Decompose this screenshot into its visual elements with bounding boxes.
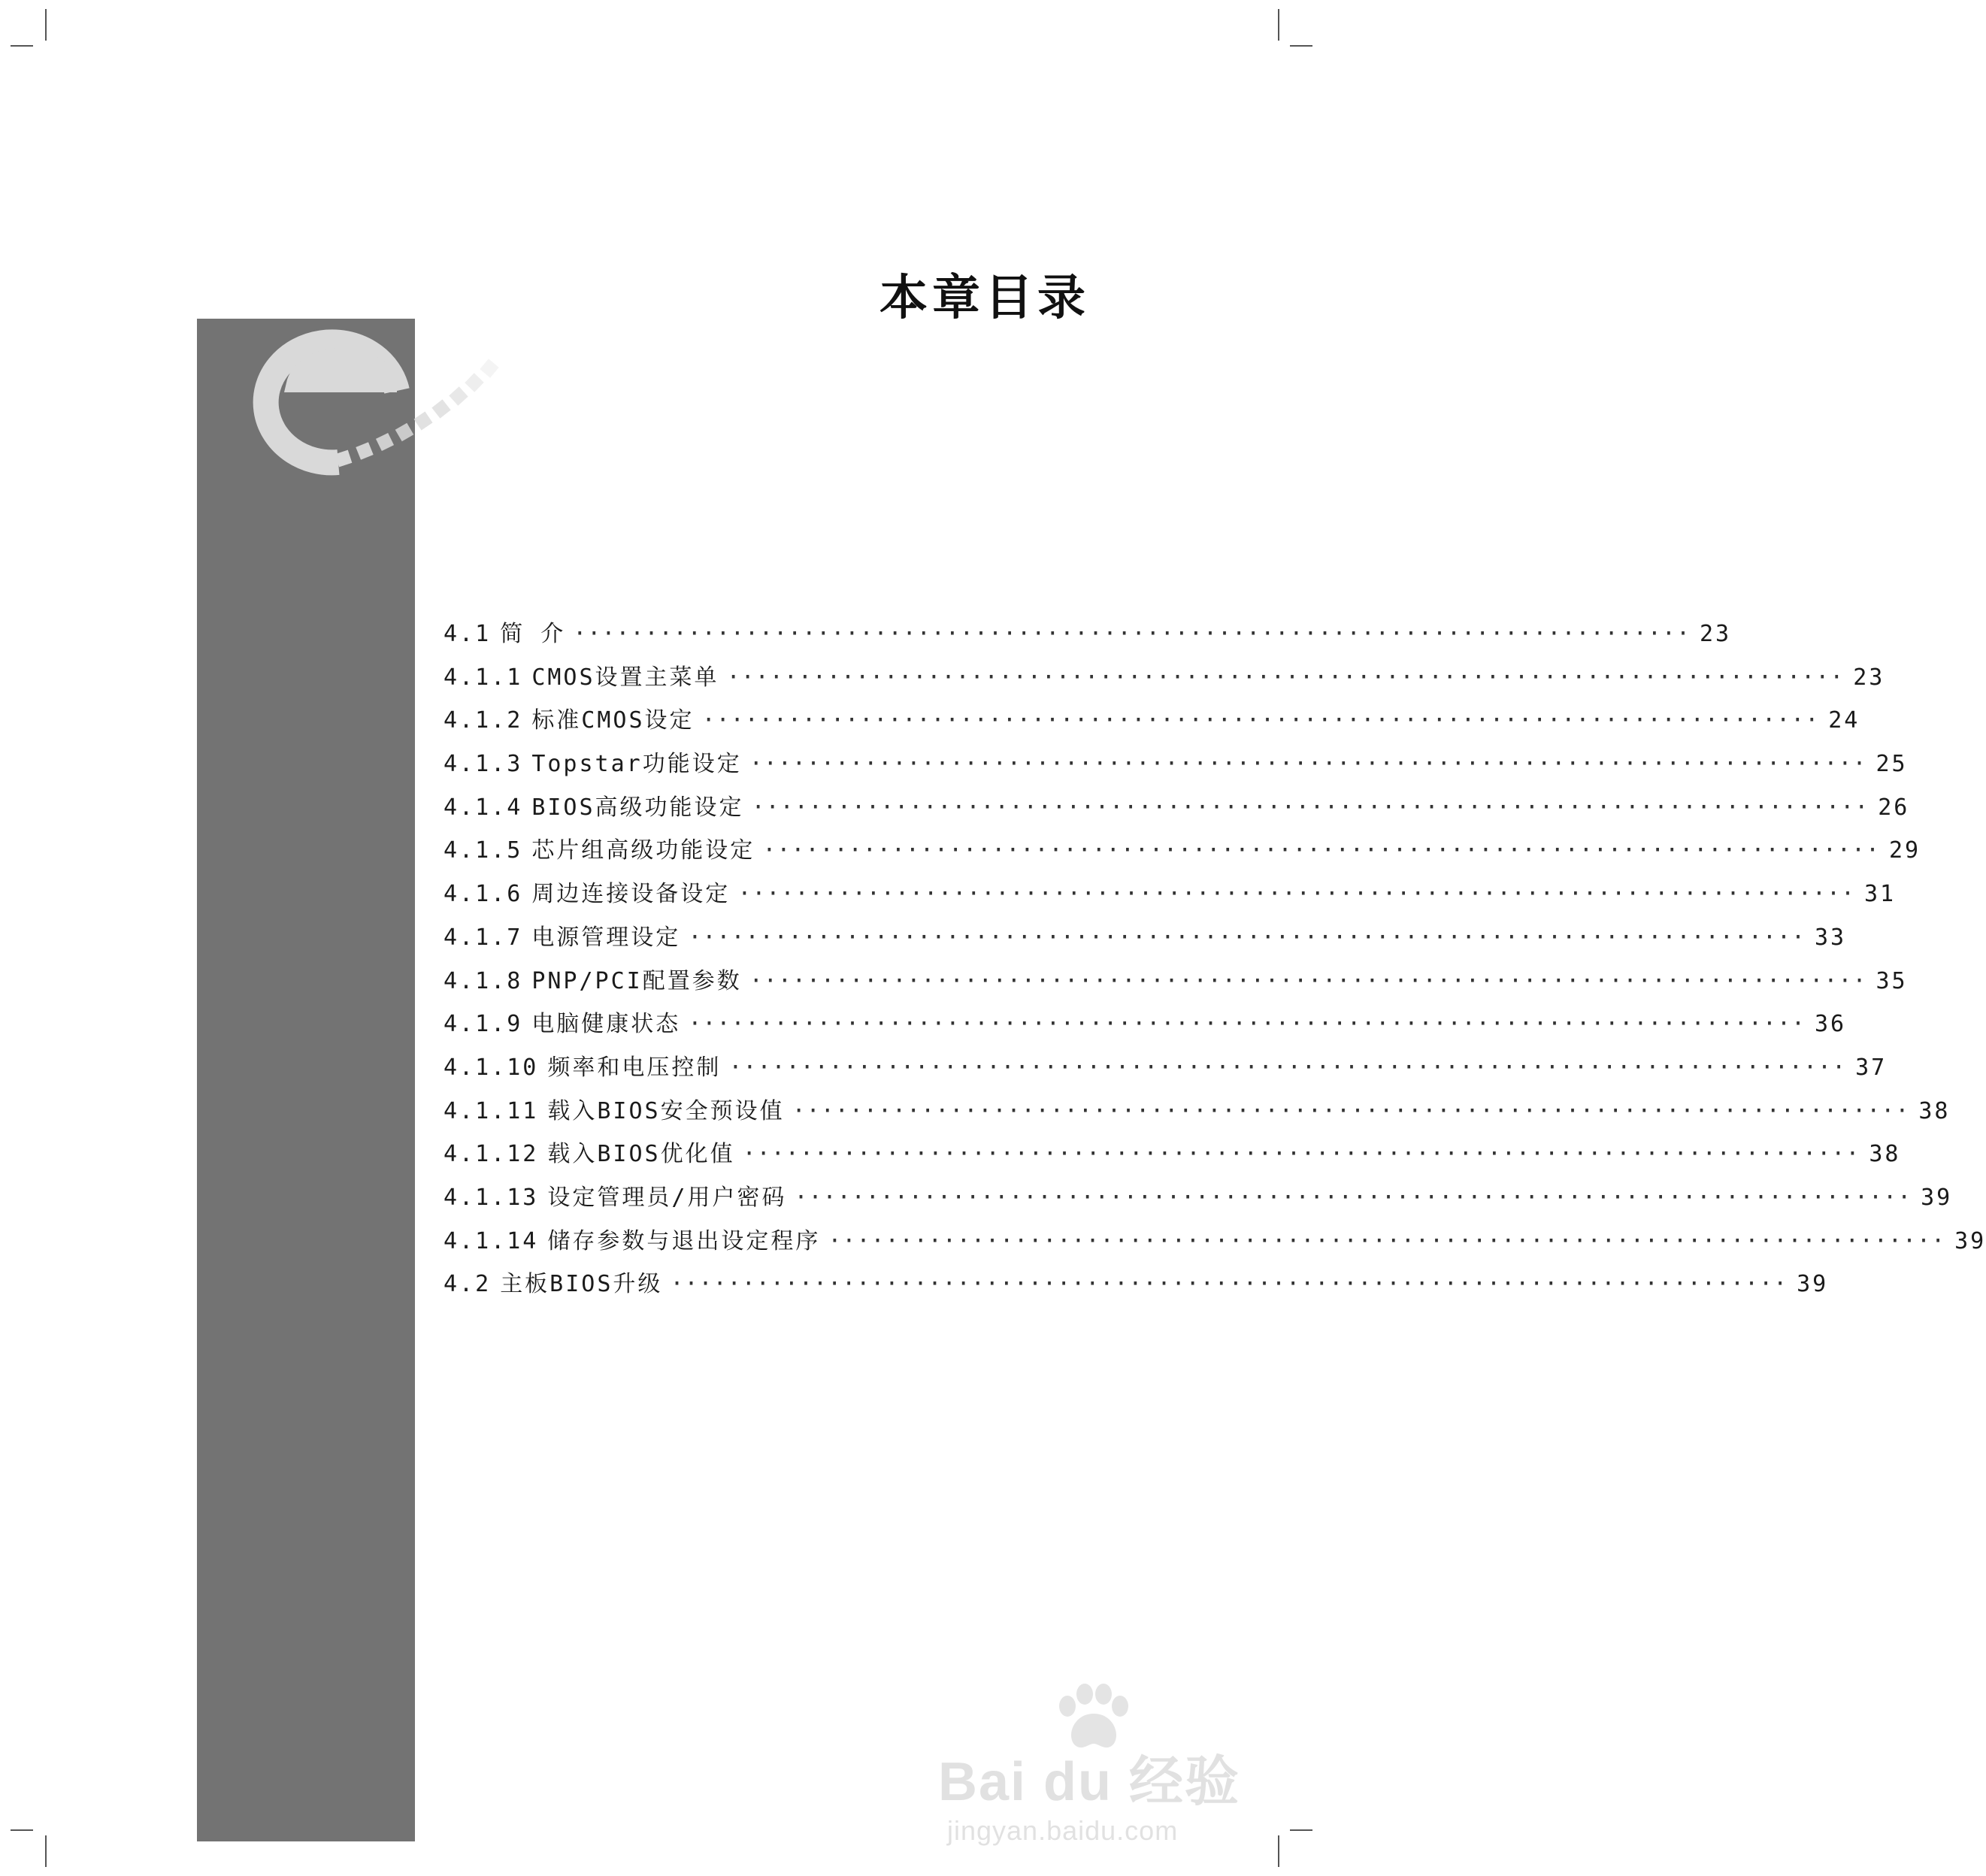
- toc-entry: [444, 1048, 1888, 1092]
- toc-entry: [444, 615, 1732, 658]
- toc-entry-label: CMOS设置主菜单: [531, 664, 719, 691]
- toc-entry-number: 4.1: [444, 621, 492, 647]
- toc-entry-label: 简 介: [500, 621, 566, 647]
- toc-dot-leader: ··············································································: [726, 664, 1845, 691]
- crop-mark-top-left: [45, 9, 47, 41]
- toc-entry: [444, 745, 1908, 788]
- toc-entry-page: 38: [1869, 1141, 1901, 1168]
- toc-entry-label: 标准CMOS设定: [531, 707, 695, 734]
- toc-entry: [444, 875, 1897, 918]
- toc-entry: [444, 831, 1921, 875]
- toc-dot-leader: ··············································································: [701, 707, 1820, 734]
- toc-dot-leader: ··············································································: [828, 1227, 1946, 1254]
- toc-entry-label: 周边连接设备设定: [531, 881, 731, 908]
- toc-entry-label: 芯片组高级功能设定: [531, 837, 755, 864]
- toc-entry-number: 4.1.9: [444, 1011, 523, 1038]
- toc-entry-page: 36: [1815, 1011, 1847, 1038]
- toc-entry-page: 39: [1921, 1184, 1953, 1211]
- toc-entry: [444, 962, 1908, 1006]
- toc-entry-label: 电脑健康状态: [531, 1011, 681, 1038]
- toc-entry: [444, 1222, 1986, 1266]
- toc-dot-leader: ··············································································: [749, 967, 1867, 994]
- watermark-url: jingyan.baidu.com: [947, 1815, 1179, 1846]
- toc-entry-label: PNP/PCI配置参数: [531, 967, 742, 994]
- toc-entry: [444, 1005, 1847, 1048]
- toc-entry-number: 4.1.12: [444, 1141, 539, 1168]
- baidu-jingyan-watermark: [938, 1684, 1254, 1871]
- toc-dot-leader: ··············································································: [688, 924, 1806, 951]
- toc-entry-number: 4.1.2: [444, 707, 523, 734]
- toc-entry-number: 4.1.14: [444, 1227, 539, 1254]
- toc-entry-label: 载入BIOS安全预设值: [547, 1097, 785, 1124]
- toc-entry-number: 4.1.7: [444, 924, 523, 951]
- toc-entry-number: 4.1.10: [444, 1054, 539, 1081]
- toc-dot-leader: ··············································································: [728, 1054, 1847, 1081]
- toc-entry-page: 35: [1875, 967, 1908, 994]
- toc-entry-number: 4.1.5: [444, 837, 523, 864]
- crop-mark-top-left-h: [11, 45, 33, 47]
- toc-entry-page: 31: [1864, 881, 1897, 908]
- toc-entry-page: 24: [1828, 707, 1860, 734]
- watermark-brand: Bai du 经验: [938, 1752, 1241, 1812]
- toc-entry-number: 4.1.3: [444, 751, 523, 778]
- toc-dot-leader: ··············································································: [742, 1141, 1860, 1168]
- toc-entry-label: 主板BIOS升级: [500, 1271, 663, 1298]
- toc-entry: [444, 701, 1860, 745]
- toc-entry-label: 储存参数与退出设定程序: [547, 1227, 821, 1254]
- chapter-side-bar: [197, 319, 415, 1841]
- toc-dot-leader: ··············································································: [670, 1271, 1788, 1298]
- e-logo-icon: [226, 319, 556, 489]
- toc-dot-leader: ··············································································: [573, 621, 1691, 647]
- crop-mark-top-right-h: [1290, 45, 1312, 47]
- toc-entry-number: 4.1.6: [444, 881, 523, 908]
- toc-entry: [444, 918, 1847, 962]
- toc-entry: [444, 788, 1910, 832]
- toc-entry-page: 33: [1815, 924, 1847, 951]
- toc-entry: [444, 1092, 1951, 1136]
- toc-entry: [444, 658, 1885, 702]
- page-title: 本章目录: [879, 270, 1090, 326]
- crop-mark-bottom-right-h: [1290, 1829, 1312, 1831]
- toc-entry-label: 频率和电压控制: [547, 1054, 722, 1081]
- crop-mark-bottom-left: [45, 1835, 47, 1867]
- crop-mark-bottom-right: [1278, 1835, 1279, 1867]
- toc-entry-page: 39: [1954, 1227, 1986, 1254]
- crop-mark-top-right: [1278, 9, 1279, 41]
- crop-mark-bottom-left-h: [11, 1829, 33, 1831]
- toc-entry-page: 23: [1853, 664, 1885, 691]
- toc-entry-label: 设定管理员/用户密码: [547, 1184, 787, 1211]
- toc-entry-number: 4.1.13: [444, 1184, 539, 1211]
- toc-dot-leader: ··············································································: [792, 1097, 1910, 1124]
- toc-entry-page: 25: [1875, 751, 1908, 778]
- toc-entry-number: 4.1.4: [444, 794, 523, 821]
- toc-entry-label: Topstar功能设定: [531, 751, 742, 778]
- toc-entry-number: 4.1.8: [444, 967, 523, 994]
- toc-entry-page: 23: [1699, 621, 1732, 647]
- toc-entry-label: 载入BIOS优化值: [547, 1141, 735, 1168]
- toc-entry-page: 29: [1889, 837, 1921, 864]
- toc-dot-leader: ··············································································: [762, 837, 1881, 864]
- toc-entry: [444, 1265, 1829, 1309]
- toc-dot-leader: ··············································································: [751, 794, 1869, 821]
- table-of-contents: [444, 615, 1986, 1309]
- toc-dot-leader: ··············································································: [737, 881, 1856, 908]
- toc-entry-page: 26: [1878, 794, 1910, 821]
- toc-entry: [444, 1135, 1901, 1179]
- toc-dot-leader: ··············································································: [749, 751, 1867, 778]
- toc-entry-page: 39: [1797, 1271, 1829, 1298]
- toc-entry-number: 4.1.11: [444, 1097, 539, 1124]
- toc-entry-number: 4.2: [444, 1271, 492, 1298]
- toc-dot-leader: ··············································································: [794, 1184, 1912, 1211]
- toc-dot-leader: ··············································································: [688, 1011, 1806, 1038]
- toc-entry-number: 4.1.1: [444, 664, 523, 691]
- toc-entry-page: 37: [1855, 1054, 1888, 1081]
- toc-entry-label: BIOS高级功能设定: [531, 794, 744, 821]
- toc-entry: [444, 1179, 1953, 1222]
- toc-entry-page: 38: [1918, 1097, 1951, 1124]
- toc-entry-label: 电源管理设定: [531, 924, 681, 951]
